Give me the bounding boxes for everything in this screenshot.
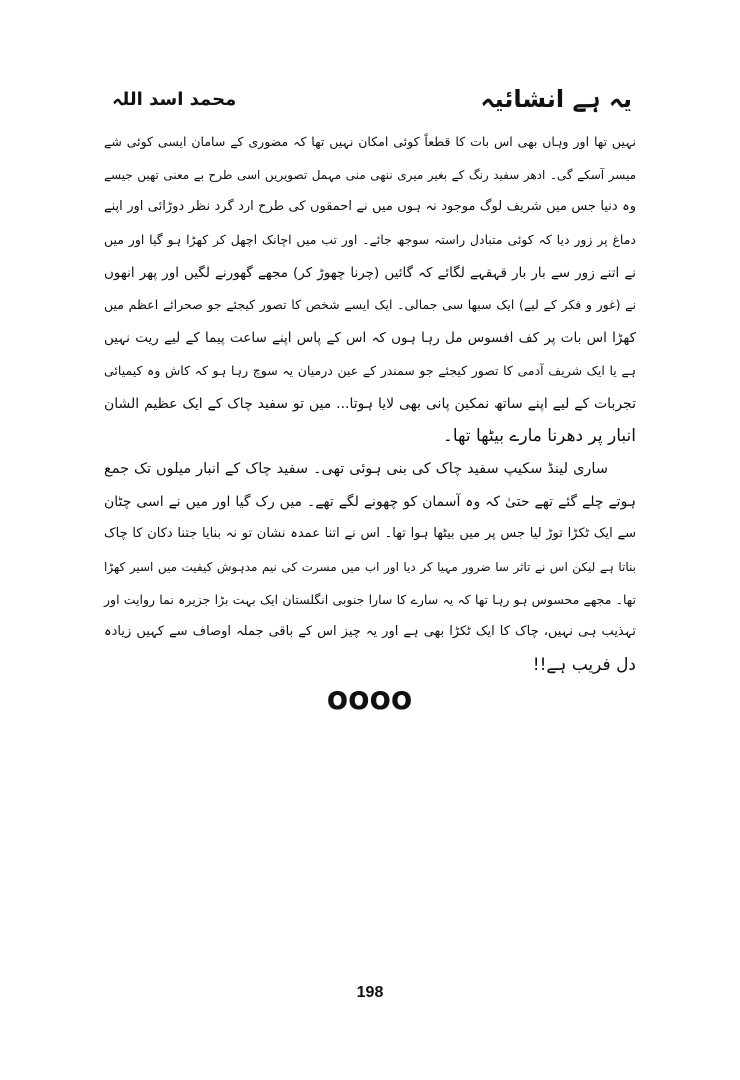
text-line: بناتا ہے لیکن اس نے تاثر سا ضرور مہیا کر دیا اور اب میں مسرت کی نیم مدہوش کیفیت میں اسیر کھڑا <box>104 559 636 574</box>
body-text <box>104 126 636 682</box>
section-end-ornament: OOOO <box>327 687 413 715</box>
text-line: تہذیب ہی نہیں، چاک کا ایک ٹکڑا بھی ہے اور یہ چیز اس کے باقی جملہ اوصاف سے کہیں زیادہ <box>104 624 636 640</box>
text-line: میسر آسکے گی۔ ادھر سفید رنگ کے بغیر میری ننھی منی مہمل تصویریں اسی طرح بے معنی تھیں جیسے <box>104 167 636 182</box>
text-line: تھا۔ مجھے محسوس ہو رہا تھا کہ یہ سارے کا سارا جنوبی انگلستان ایک بہت بڑا جزیرہ نما روایت اور <box>104 591 636 607</box>
text-line: نے اتنے زور سے بار بار قہقہے لگائے کہ گائیں (چرنا چھوڑ کر) مجھے گھورنے لگیں اور پھر انھوں <box>104 264 636 281</box>
text-line: کھڑا اس بات پر کف افسوس مل رہا ہوں کہ اس کے پاس اپنے ساعت پیما کے لیے ریت نہیں <box>104 330 636 347</box>
chapter-title: یہ ہے انشائیہ <box>480 85 632 113</box>
author-name: محمد اسد اللہ <box>112 89 237 110</box>
text-line: ہوتے چلے گئے تھے حتیٰ کہ وہ آسمان کو چھونے لگے تھے۔ میں رک گیا اور میں نے اسی چٹان <box>104 493 636 510</box>
text-line: سے ایک ٹکڑا توڑ لیا جس پر میں بیٹھا ہوا تھا۔ اس نے اتنا عمدہ نشان تو نہ بنایا جتنا دکان کا چاک <box>104 526 636 542</box>
text-line: نے (غور و فکر کے لیے) ایک سبھا سی جمالی۔ ایک ایسے شخص کا تصور کیجئے جو صحرائے اعظم میں <box>104 297 636 313</box>
text-line: انبار پر دھرنا مارے بیٹھا تھا۔ <box>442 426 636 447</box>
text-line: دماغ پر زور دیا کہ کوئی متبادل راستہ سوجھ جائے۔ اور تب میں اچانک اچھل کر کھڑا ہو گیا اور میں <box>104 232 636 248</box>
text-line: وہ دنیا جس میں شریف لوگ موجود نہ ہوں میں نے احمقوں کی طرح ارد گرد نظر دوڑائی اور اپنے <box>104 199 636 215</box>
text-line: ہے یا ایک شریف آدمی کا تصور کیجئے جو سمندر کے عین درمیان یہ سوچ رہا ہو کہ کاش وہ کیمیائی <box>104 362 636 378</box>
page-number: 198 <box>356 984 384 1001</box>
text-line: ساری لینڈ سکیپ سفید چاک کی بنی ہوئی تھی۔ سفید چاک کے انبار میلوں تک جمع <box>104 460 608 477</box>
paragraph <box>104 453 636 682</box>
paragraph <box>104 126 636 453</box>
text-line: دل فریب ہے!! <box>532 655 636 675</box>
running-header <box>112 82 632 116</box>
text-line: نہیں تھا اور وہاں بھی اس بات کا قطعاً کوئی امکان نہیں تھا کہ مضوری کے سامان ایسی کوئی شے <box>104 134 636 149</box>
text-line: تجربات کے لیے اپنے ساتھ نمکین پانی بھی لایا ہوتا... میں تو سفید چاک کے ایک عظیم الشان <box>104 395 636 412</box>
